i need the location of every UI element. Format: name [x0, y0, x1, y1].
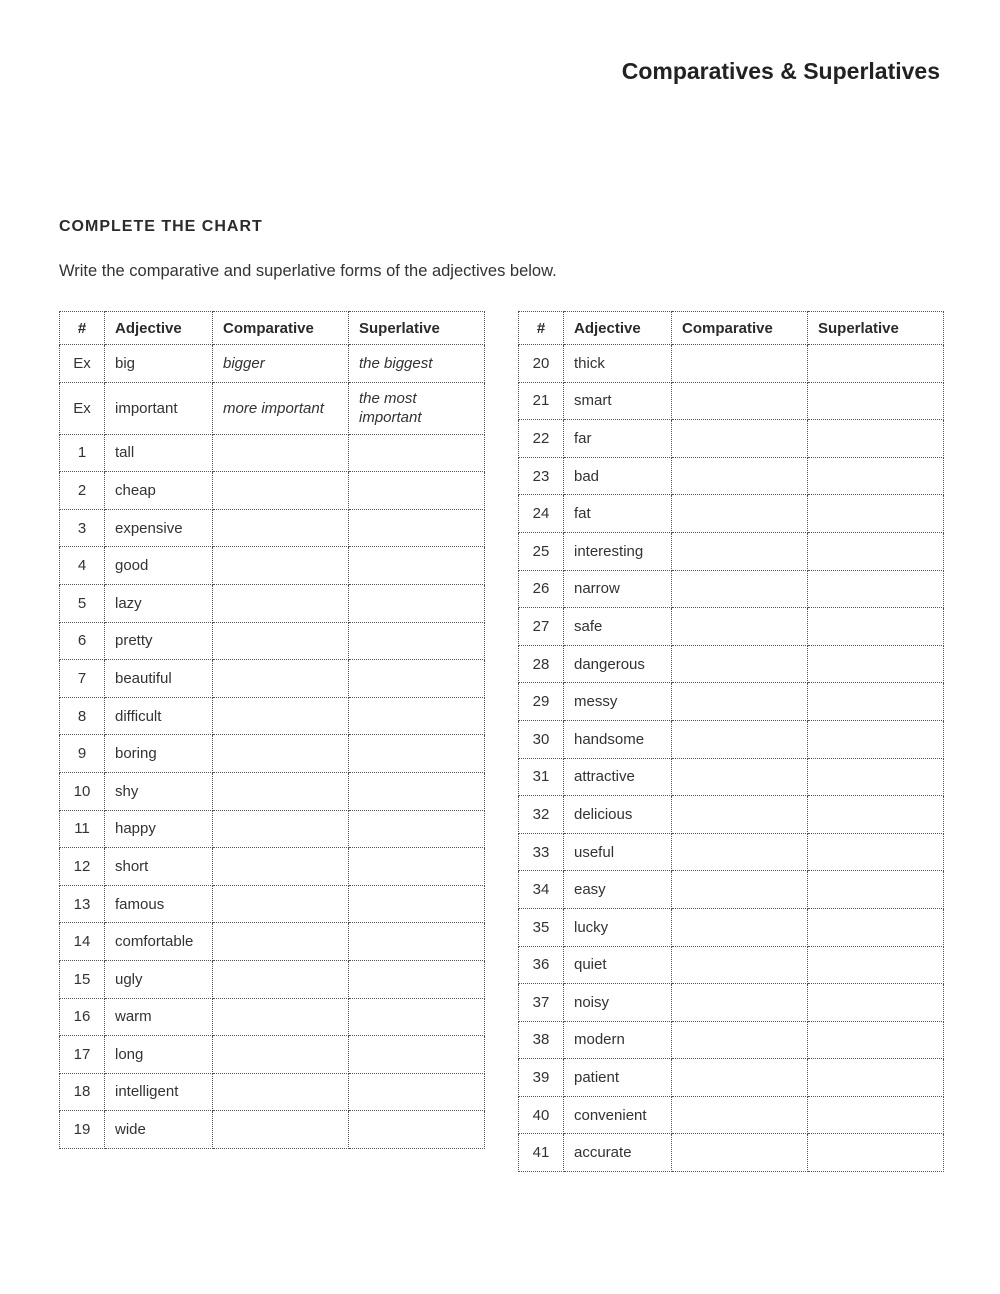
adjective-cell: expensive [105, 509, 213, 547]
row-number: 41 [519, 1134, 564, 1172]
adjective-cell: pretty [105, 622, 213, 660]
row-number: 29 [519, 683, 564, 721]
row-number: 32 [519, 796, 564, 834]
adjective-cell: difficult [105, 697, 213, 735]
superlative-answer-cell[interactable] [808, 908, 944, 946]
section-heading: COMPLETE THE CHART [59, 218, 263, 235]
row-number: Ex [60, 345, 105, 383]
row-number: 16 [60, 998, 105, 1036]
adjective-cell: long [105, 1036, 213, 1074]
comparative-answer-cell[interactable] [672, 495, 808, 533]
table-row [519, 720, 944, 758]
column-header-superlative: Superlative [349, 312, 485, 345]
row-number: 40 [519, 1096, 564, 1134]
superlative-answer-cell[interactable] [349, 998, 485, 1036]
table-row [519, 1059, 944, 1097]
table-row [60, 960, 485, 998]
table-row [60, 660, 485, 698]
row-number: 26 [519, 570, 564, 608]
superlative-answer-cell[interactable] [349, 1073, 485, 1111]
adjective-cell: big [105, 345, 213, 383]
adjective-cell: safe [564, 608, 672, 646]
comparative-answer-cell[interactable] [213, 697, 349, 735]
comparative-answer-cell[interactable] [213, 660, 349, 698]
table-row [60, 622, 485, 660]
adjective-cell: handsome [564, 720, 672, 758]
table-row [519, 457, 944, 495]
adjective-cell: modern [564, 1021, 672, 1059]
adjective-cell: easy [564, 871, 672, 909]
table-header-row [60, 312, 485, 345]
row-number: 9 [60, 735, 105, 773]
row-number: 6 [60, 622, 105, 660]
table-row [60, 923, 485, 961]
adjective-cell: comfortable [105, 923, 213, 961]
comparative-answer-cell[interactable] [672, 645, 808, 683]
row-number: 7 [60, 660, 105, 698]
comparative-answer-cell[interactable] [213, 735, 349, 773]
superlative-answer-cell[interactable] [349, 622, 485, 660]
adjective-cell: convenient [564, 1096, 672, 1134]
superlative-answer-cell[interactable] [349, 960, 485, 998]
adjective-cell: tall [105, 434, 213, 472]
adjective-cell: noisy [564, 984, 672, 1022]
adjective-cell: good [105, 547, 213, 585]
comparative-answer-cell[interactable] [213, 547, 349, 585]
row-number: 35 [519, 908, 564, 946]
chart-table-left [59, 311, 485, 1149]
comparative-answer-cell[interactable] [213, 472, 349, 510]
comparative-answer-cell[interactable] [672, 720, 808, 758]
comparative-answer-cell[interactable] [672, 683, 808, 721]
table-row [60, 547, 485, 585]
superlative-answer-cell[interactable] [808, 1134, 944, 1172]
table-row [519, 570, 944, 608]
adjective-cell: happy [105, 810, 213, 848]
comparative-answer-cell[interactable] [213, 923, 349, 961]
comparative-answer-cell[interactable] [213, 434, 349, 472]
column-header-number: # [519, 312, 564, 345]
table-row [519, 796, 944, 834]
comparative-answer-cell[interactable] [672, 984, 808, 1022]
table-row [519, 1096, 944, 1134]
table-row [60, 1073, 485, 1111]
superlative-answer-cell[interactable] [808, 683, 944, 721]
instructions-text: Write the comparative and superlative forms of the adjectives below. [59, 262, 557, 280]
comparative-answer-cell[interactable] [213, 848, 349, 886]
table-row [60, 1036, 485, 1074]
column-header-comparative: Comparative [672, 312, 808, 345]
row-number: 25 [519, 532, 564, 570]
table-row [519, 495, 944, 533]
superlative-answer-cell[interactable] [349, 1036, 485, 1074]
adjective-cell: famous [105, 885, 213, 923]
superlative-answer-cell[interactable] [349, 434, 485, 472]
superlative-answer-cell[interactable] [349, 735, 485, 773]
table-row [60, 885, 485, 923]
row-number: 33 [519, 833, 564, 871]
adjective-cell: boring [105, 735, 213, 773]
superlative-answer-cell[interactable] [349, 660, 485, 698]
comparative-answer-cell[interactable] [213, 509, 349, 547]
superlative-answer-cell[interactable] [808, 608, 944, 646]
table-row [60, 810, 485, 848]
superlative-answer-cell[interactable] [808, 833, 944, 871]
superlative-answer-cell: the most important [349, 382, 485, 434]
superlative-answer-cell[interactable] [349, 1111, 485, 1149]
table-row [60, 472, 485, 510]
row-number: 13 [60, 885, 105, 923]
row-number: Ex [60, 382, 105, 434]
table-row [519, 984, 944, 1022]
adjective-cell: far [564, 420, 672, 458]
adjective-cell: thick [564, 345, 672, 383]
row-number: 3 [60, 509, 105, 547]
column-header-superlative: Superlative [808, 312, 944, 345]
adjective-cell: useful [564, 833, 672, 871]
adjective-cell: cheap [105, 472, 213, 510]
table-row [519, 1021, 944, 1059]
superlative-answer-cell[interactable] [808, 570, 944, 608]
row-number: 8 [60, 697, 105, 735]
table-row [60, 735, 485, 773]
superlative-answer-cell[interactable] [349, 810, 485, 848]
adjective-cell: shy [105, 772, 213, 810]
row-number: 27 [519, 608, 564, 646]
row-number: 12 [60, 848, 105, 886]
superlative-answer-cell[interactable] [349, 584, 485, 622]
adjective-cell: accurate [564, 1134, 672, 1172]
adjective-cell: wide [105, 1111, 213, 1149]
comparative-answer-cell[interactable] [672, 833, 808, 871]
table-row [519, 645, 944, 683]
row-number: 20 [519, 345, 564, 383]
table-row [519, 1134, 944, 1172]
adjective-cell: lazy [105, 584, 213, 622]
example-row [60, 345, 485, 383]
superlative-answer-cell[interactable] [349, 509, 485, 547]
table-row [60, 509, 485, 547]
table-row [519, 532, 944, 570]
comparative-answer-cell[interactable] [213, 998, 349, 1036]
superlative-answer-cell[interactable] [808, 984, 944, 1022]
row-number: 31 [519, 758, 564, 796]
table-row [519, 908, 944, 946]
comparative-answer-cell[interactable] [213, 622, 349, 660]
row-number: 24 [519, 495, 564, 533]
adjective-cell: lucky [564, 908, 672, 946]
table-row [60, 434, 485, 472]
row-number: 37 [519, 984, 564, 1022]
adjective-cell: smart [564, 382, 672, 420]
comparative-answer-cell[interactable] [672, 457, 808, 495]
row-number: 18 [60, 1073, 105, 1111]
row-number: 11 [60, 810, 105, 848]
row-number: 36 [519, 946, 564, 984]
table-row [60, 1111, 485, 1149]
row-number: 22 [519, 420, 564, 458]
adjective-cell: fat [564, 495, 672, 533]
superlative-answer-cell[interactable] [808, 1021, 944, 1059]
adjective-cell: ugly [105, 960, 213, 998]
superlative-answer-cell[interactable] [808, 871, 944, 909]
superlative-answer-cell[interactable] [808, 345, 944, 383]
adjective-cell: attractive [564, 758, 672, 796]
adjective-cell: interesting [564, 532, 672, 570]
row-number: 10 [60, 772, 105, 810]
adjective-cell: messy [564, 683, 672, 721]
adjective-cell: dangerous [564, 645, 672, 683]
superlative-answer-cell[interactable] [808, 1059, 944, 1097]
row-number: 38 [519, 1021, 564, 1059]
row-number: 21 [519, 382, 564, 420]
comparative-answer-cell[interactable] [213, 885, 349, 923]
column-header-number: # [60, 312, 105, 345]
superlative-answer-cell[interactable] [808, 1096, 944, 1134]
table-row [519, 382, 944, 420]
row-number: 34 [519, 871, 564, 909]
chart-table-right [518, 311, 944, 1172]
row-number: 23 [519, 457, 564, 495]
adjective-cell: important [105, 382, 213, 434]
table-row [60, 998, 485, 1036]
superlative-answer-cell[interactable] [349, 923, 485, 961]
example-row [60, 382, 485, 434]
comparative-answer-cell[interactable] [672, 420, 808, 458]
superlative-answer-cell[interactable] [349, 772, 485, 810]
superlative-answer-cell[interactable] [808, 532, 944, 570]
comparative-answer-cell[interactable] [672, 946, 808, 984]
superlative-answer-cell[interactable] [808, 796, 944, 834]
superlative-answer-cell[interactable] [808, 946, 944, 984]
table-row [60, 848, 485, 886]
table-row [519, 420, 944, 458]
comparative-answer-cell[interactable] [213, 584, 349, 622]
row-number: 14 [60, 923, 105, 961]
superlative-answer-cell[interactable] [349, 472, 485, 510]
table-row [519, 946, 944, 984]
row-number: 17 [60, 1036, 105, 1074]
row-number: 2 [60, 472, 105, 510]
column-header-comparative: Comparative [213, 312, 349, 345]
comparative-answer-cell[interactable] [672, 1134, 808, 1172]
row-number: 28 [519, 645, 564, 683]
superlative-answer-cell: the biggest [349, 345, 485, 383]
table-row [60, 584, 485, 622]
comparative-answer-cell[interactable] [672, 1021, 808, 1059]
superlative-answer-cell[interactable] [808, 645, 944, 683]
comparative-answer-cell[interactable] [213, 1036, 349, 1074]
adjective-cell: delicious [564, 796, 672, 834]
comparative-answer-cell[interactable] [672, 1096, 808, 1134]
superlative-answer-cell[interactable] [808, 457, 944, 495]
adjective-cell: quiet [564, 946, 672, 984]
column-header-adjective: Adjective [105, 312, 213, 345]
superlative-answer-cell[interactable] [808, 758, 944, 796]
table-row [519, 871, 944, 909]
adjective-cell: beautiful [105, 660, 213, 698]
comparative-answer-cell[interactable] [213, 810, 349, 848]
superlative-answer-cell[interactable] [808, 382, 944, 420]
comparative-answer-cell[interactable] [672, 570, 808, 608]
table-row [519, 833, 944, 871]
superlative-answer-cell[interactable] [808, 720, 944, 758]
adjective-cell: narrow [564, 570, 672, 608]
table-row [60, 772, 485, 810]
row-number: 39 [519, 1059, 564, 1097]
adjective-cell: bad [564, 457, 672, 495]
row-number: 4 [60, 547, 105, 585]
comparative-answer-cell[interactable] [213, 1073, 349, 1111]
superlative-answer-cell[interactable] [349, 885, 485, 923]
comparative-answer-cell: more important [213, 382, 349, 434]
superlative-answer-cell[interactable] [349, 848, 485, 886]
superlative-answer-cell[interactable] [808, 495, 944, 533]
adjective-cell: intelligent [105, 1073, 213, 1111]
comparative-answer-cell[interactable] [672, 758, 808, 796]
table-row [519, 345, 944, 383]
adjective-cell: warm [105, 998, 213, 1036]
column-header-adjective: Adjective [564, 312, 672, 345]
table-row [519, 608, 944, 646]
row-number: 19 [60, 1111, 105, 1149]
table-row [519, 758, 944, 796]
superlative-answer-cell[interactable] [349, 547, 485, 585]
page-title: Comparatives & Superlatives [621, 58, 940, 84]
comparative-answer-cell[interactable] [672, 1059, 808, 1097]
row-number: 5 [60, 584, 105, 622]
superlative-answer-cell[interactable] [808, 420, 944, 458]
comparative-answer-cell[interactable] [213, 1111, 349, 1149]
comparative-answer-cell[interactable] [213, 960, 349, 998]
comparative-answer-cell[interactable] [672, 345, 808, 383]
comparative-answer-cell[interactable] [672, 382, 808, 420]
comparative-answer-cell[interactable] [672, 908, 808, 946]
superlative-answer-cell[interactable] [349, 697, 485, 735]
adjective-cell: short [105, 848, 213, 886]
adjective-cell: patient [564, 1059, 672, 1097]
row-number: 30 [519, 720, 564, 758]
table-row [519, 683, 944, 721]
comparative-answer-cell: bigger [213, 345, 349, 383]
comparative-answer-cell[interactable] [672, 796, 808, 834]
row-number: 1 [60, 434, 105, 472]
comparative-answer-cell[interactable] [672, 871, 808, 909]
table-header-row [519, 312, 944, 345]
row-number: 15 [60, 960, 105, 998]
table-row [60, 697, 485, 735]
comparative-answer-cell[interactable] [213, 772, 349, 810]
comparative-answer-cell[interactable] [672, 532, 808, 570]
comparative-answer-cell[interactable] [672, 608, 808, 646]
